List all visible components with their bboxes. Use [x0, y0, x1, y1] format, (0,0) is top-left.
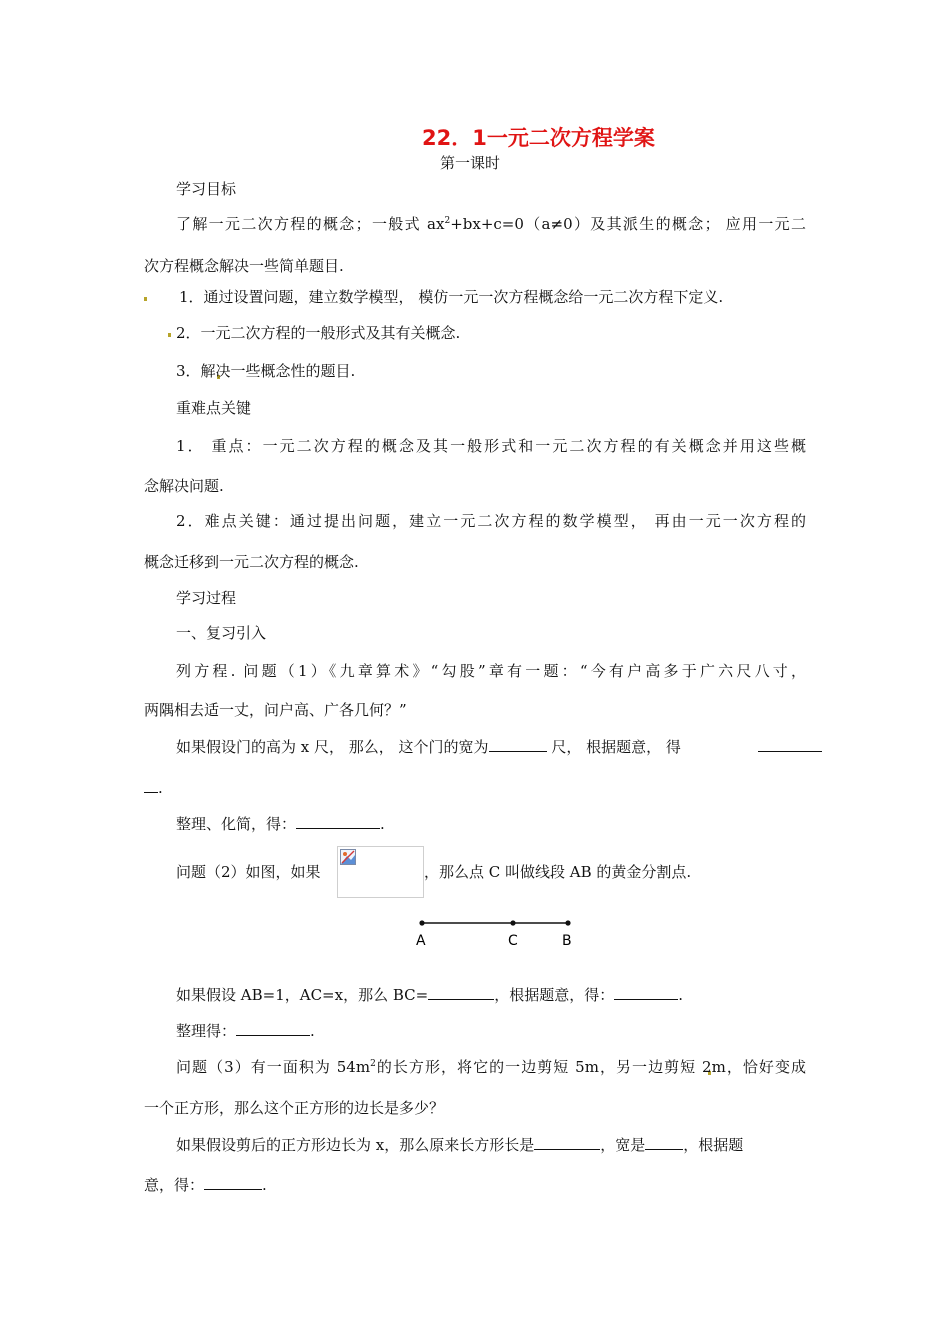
highlight-mark — [144, 297, 147, 301]
answer-blank — [489, 737, 547, 752]
answer-blank — [236, 1021, 310, 1036]
answer-blank — [614, 985, 678, 1000]
objective-item-3: 3．解决一些概念性的题目. — [176, 362, 356, 380]
objective-item-1: 1．通过设置问题，建立数学模型， 模仿一元一次方程概念给一元二次方程下定义. — [179, 288, 724, 306]
key-heading: 重难点关键 — [176, 399, 252, 417]
broken-image — [337, 846, 424, 898]
problem-3-line1: 问题（3）有一面积为 $54m^2$的长方形，将它的一边剪短 5m，另一边剪短 2m，恰好变成 — [176, 1058, 806, 1076]
problem-2-intro-b: ，那么点 C 叫做线段 AB 的黄金分割点. — [424, 863, 692, 881]
problem-3-assume-cont: 意，得： . — [144, 1176, 267, 1194]
problem-1-simplify: 整理、化简，得： . — [176, 815, 385, 833]
answer-blank — [645, 1135, 683, 1150]
highlight-mark — [168, 333, 171, 337]
key-point-2-line2: 概念迁移到一元二次方程的概念. — [144, 553, 359, 571]
problem-2-organize: 整理得： . — [176, 1022, 315, 1040]
point-label-b: B — [562, 933, 572, 949]
objective-item-2: 2．一元二次方程的一般形式及其有关概念. — [176, 324, 461, 342]
key-point-1-line2: 念解决问题. — [144, 477, 224, 495]
answer-blank — [204, 1175, 262, 1190]
document-title: 22．1一元二次方程学案 — [422, 126, 655, 150]
document-subtitle: 第一课时 — [440, 154, 501, 172]
point-label-c: C — [508, 933, 518, 949]
objectives-intro-line1: 了解一元二次方程的概念；一般式 $ax^2+bx+c=0(a\ne 0)$及其派生的概念； 应用一元二 — [176, 215, 806, 233]
key-point-2-line1: 2．难点关键：通过提出问题，建立一元二次方程的数学模型， 再由一元一次方程的 — [176, 512, 806, 530]
objectives-intro-line2: 次方程概念解决一些简单题目. — [144, 257, 344, 275]
point-label-a: A — [416, 933, 426, 949]
problem-1-assume-end — [740, 737, 822, 757]
point-a — [419, 920, 424, 925]
answer-blank — [428, 985, 494, 1000]
objectives-heading: 学习目标 — [176, 180, 237, 198]
answer-blank — [296, 814, 380, 829]
problem-1-line1: 列方程. 问题（1）《九章算术》“勾股”章有一题：“今有户高多于广六尺八寸， — [176, 662, 806, 680]
problem-1-assume: 如果假设门的高为 x 尺， 那么， 这个门的宽为 尺， 根据题意， 得 — [176, 738, 681, 756]
point-c — [510, 920, 515, 925]
answer-blank — [758, 737, 822, 752]
golden-section-diagram — [410, 915, 590, 955]
problem-3-assume: 如果假设剪后的正方形边长为 x，那么原来长方形长是 ，宽是 ，根据题 — [176, 1136, 744, 1154]
problem-2-assume: 如果假设 AB=1，AC=x，那么 BC= ，根据题意，得： . — [176, 986, 683, 1004]
review-heading: 一、复习引入 — [176, 624, 267, 642]
problem-3-line2: 一个正方形，那么这个正方形的边长是多少？ — [144, 1099, 445, 1117]
point-b — [565, 920, 570, 925]
problem-1-line2: 两隅相去适一丈，问户高、广各几何？” — [144, 701, 407, 719]
answer-blank — [144, 778, 158, 793]
answer-blank — [534, 1135, 600, 1150]
broken-image-icon — [340, 849, 356, 865]
key-point-1-line1: 1． 重点：一元二次方程的概念及其一般形式和一元二次方程的有关概念并用这些概 — [176, 437, 806, 455]
problem-2-intro-a: 问题（2）如图，如果 — [176, 863, 321, 881]
process-heading: 学习过程 — [176, 589, 237, 607]
problem-1-assume-cont: . — [144, 778, 163, 798]
